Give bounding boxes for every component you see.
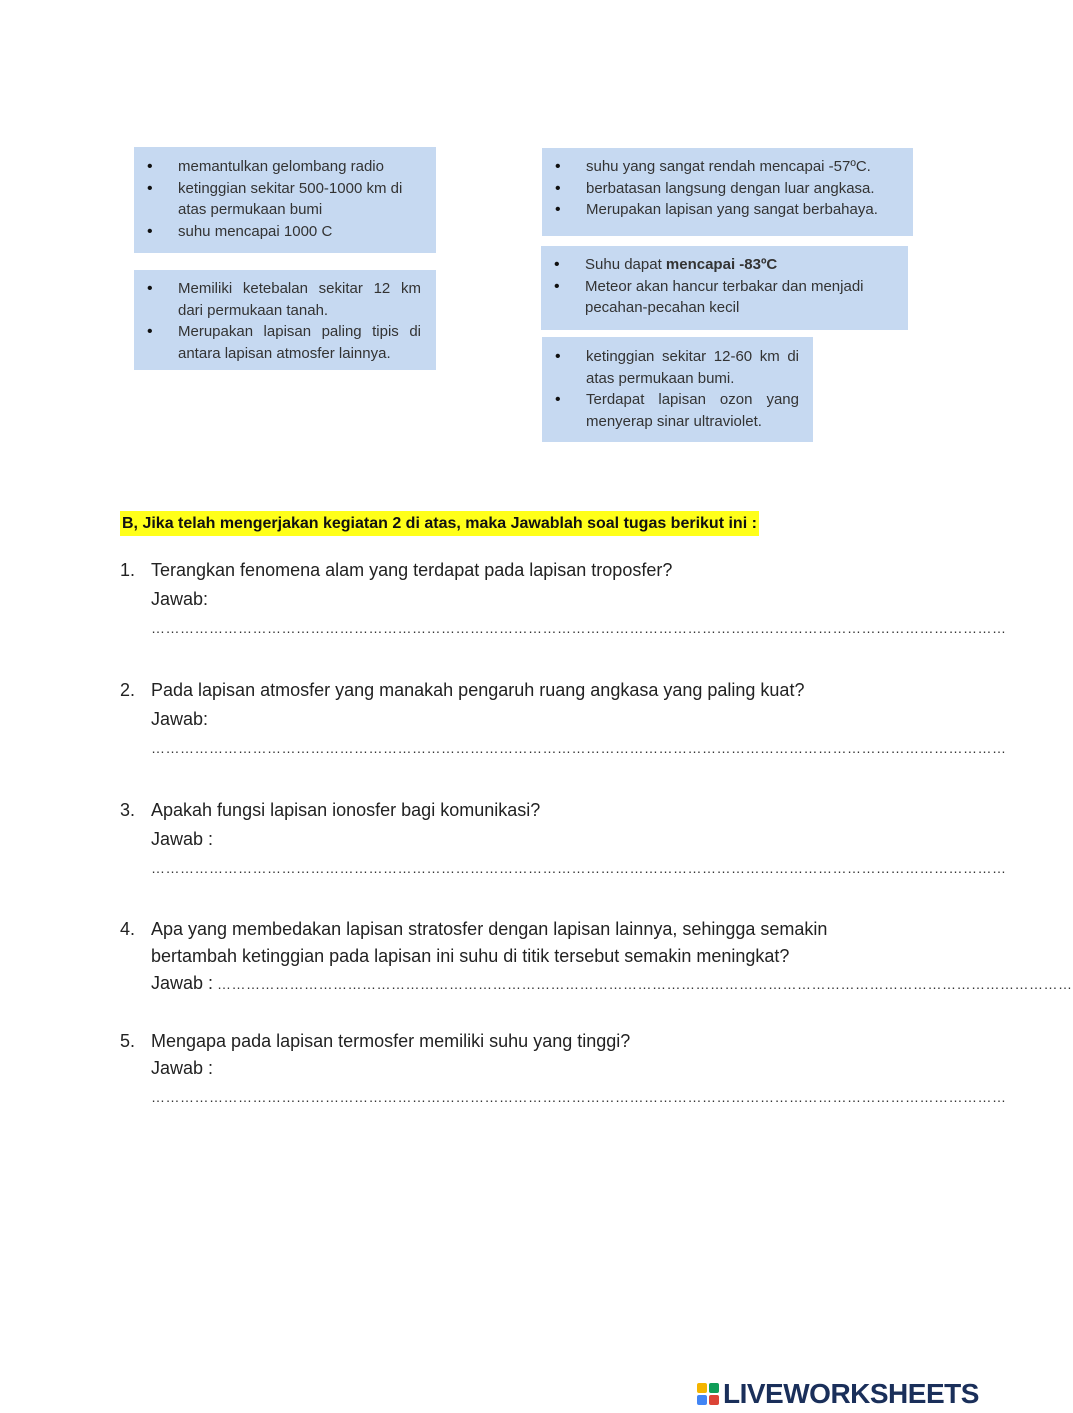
question-text: Pada lapisan atmosfer yang manakah pengaruh ruang angkasa yang paling kuat? [151, 680, 805, 700]
answer-label: Jawab : [151, 1058, 214, 1078]
answer-line[interactable]: …………………………………………………………………………………………………………………………………………………………… [151, 1089, 1007, 1105]
answer-label: Jawab: [151, 709, 209, 729]
info-box-mesosfer [541, 246, 908, 330]
mesosfer-item1-bold: mencapai -83ºC [665, 256, 778, 273]
liveworksheets-logo [697, 1377, 979, 1411]
question-text: Terangkan fenomena alam yang terdapat pada lapisan troposfer? [151, 560, 673, 580]
answer-line[interactable]: …………………………………………………………………………………………………………………………………………………………… [151, 860, 1007, 876]
bullet-item: • Merupakan lapisan yang sangat berbahaya. [542, 199, 905, 221]
question-number: 5. [120, 1031, 136, 1051]
question-text: Apakah fungsi lapisan ionosfer bagi komunikasi? [151, 800, 541, 820]
answer-label: Jawab : [151, 829, 214, 849]
question-3 [120, 797, 1007, 882]
question-text: Mengapa pada lapisan termosfer memiliki suhu yang tinggi? [151, 1031, 631, 1051]
instruction-heading: B, Jika telah mengerjakan kegiatan 2 di atas, maka Jawablah soal tugas berikut ini : [120, 511, 759, 536]
bullet-item: • suhu mencapai 1000 C [134, 221, 422, 243]
bullet-item: • Merupakan lapisan paling tipis di antara lapisan atmosfer lainnya. [134, 321, 421, 364]
question-4 [120, 916, 1073, 998]
question-number: 1. [120, 560, 136, 580]
bullet-item: • Memiliki ketebalan sekitar 12 km dari permukaan tanah. [134, 278, 421, 321]
logo-mark-icon [697, 1383, 719, 1405]
info-box-troposfer [134, 270, 436, 370]
question-2 [120, 677, 1007, 762]
info-box-stratosfer [542, 337, 813, 442]
question-text: Apa yang membedakan lapisan stratosfer dengan lapisan lainnya, sehingga semakin bertambah ketinggian pada lapisan ini suhu di titik tersebut semakin meningkat? [151, 919, 828, 966]
answer-line[interactable]: …………………………………………………………………………………………………………………………………………………………… [217, 976, 1073, 992]
question-5 [120, 1028, 1007, 1111]
logo-text: LIVEWORKSHEETS [723, 1378, 979, 1409]
answer-label: Jawab : [151, 973, 214, 993]
bullet-item: • suhu yang sangat rendah mencapai -57ºC. [542, 156, 905, 178]
question-number: 3. [120, 800, 136, 820]
mesosfer-item1-prefix: Suhu dapat [585, 256, 666, 273]
bullet-item: • ketinggian sekitar 12-60 km di atas permukaan bumi. [542, 346, 799, 389]
question-number: 2. [120, 680, 136, 700]
question-1 [120, 557, 1007, 642]
bullet-item: • Meteor akan hancur terbakar dan menjadi pecahan-pecahan kecil [541, 276, 898, 319]
bullet-item: • berbatasan langsung dengan luar angkasa. [542, 178, 905, 200]
bullet-item: • ketinggian sekitar 500-1000 km di atas permukaan bumi [134, 178, 422, 221]
answer-line[interactable]: …………………………………………………………………………………………………………………………………………………………… [151, 740, 1007, 756]
answer-label: Jawab: [151, 589, 209, 609]
info-box-ionosfer [134, 147, 436, 253]
bullet-item: • memantulkan gelombang radio [134, 156, 422, 178]
info-box-termosfer [542, 148, 913, 236]
bullet-item: • Terdapat lapisan ozon yang menyerap sinar ultraviolet. [542, 389, 799, 432]
question-number: 4. [120, 919, 136, 939]
bullet-item [541, 254, 898, 276]
answer-line[interactable]: …………………………………………………………………………………………………………………………………………………………… [151, 620, 1007, 636]
